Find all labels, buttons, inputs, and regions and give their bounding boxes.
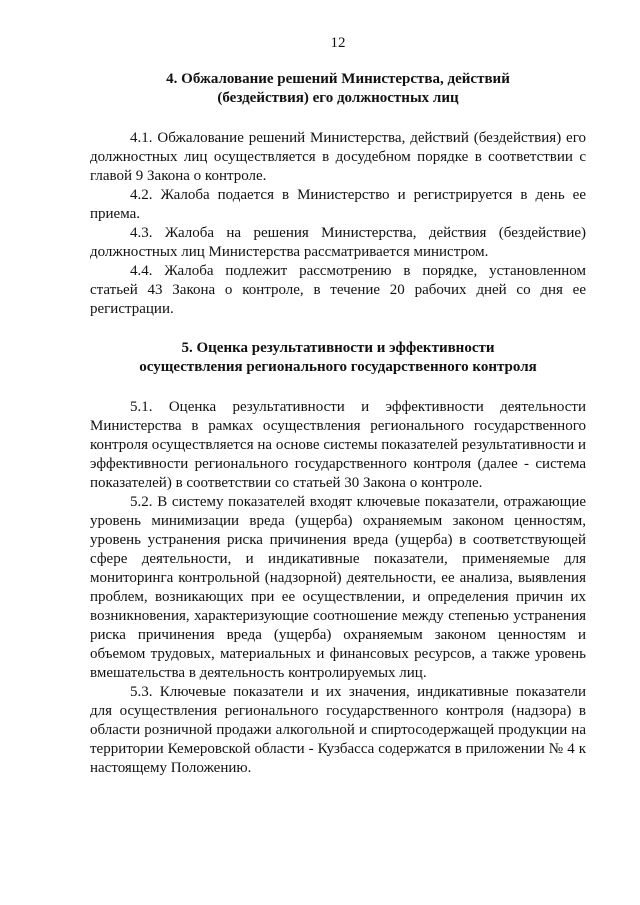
- paragraph-4-2: 4.2. Жалоба подается в Министерство и регистрируется в день ее приема.: [90, 187, 586, 222]
- section-4: [90, 70, 586, 319]
- section-4-heading-line-2: (бездействия) его должностных лиц: [217, 90, 459, 106]
- paragraph-4-3: 4.3. Жалоба на решения Министерства, действия (бездействие) должностных лиц Министерства рассматривается министром.: [90, 225, 586, 260]
- page-number: 12: [330, 35, 346, 51]
- spacer: [90, 377, 586, 398]
- section-5-heading-line-1: 5. Оценка результативности и эффективности: [181, 340, 495, 356]
- section-4-heading: [90, 70, 586, 108]
- paragraph-4-1: 4.1. Обжалование решений Министерства, действий (бездействия) его должностных лиц осуществляется в досудебном порядке в соответствии с главой 9 Закона о контроле.: [90, 130, 586, 184]
- section-4-heading-line-1: 4. Обжалование решений Министерства, действий: [166, 71, 510, 87]
- section-5: [90, 339, 586, 778]
- spacer: [90, 108, 586, 129]
- section-5-heading: [90, 339, 586, 377]
- paragraph-5-1: 5.1. Оценка результативности и эффективности деятельности Министерства в рамках осуществления регионального государственного контроля осуществляется на основе системы показателей результативности и эффективности регионального государственного контроля (далее - система показателей) в соответствии со статьей 30 Закона о контроле.: [90, 399, 586, 491]
- paragraph-4-4: 4.4. Жалоба подлежит рассмотрению в порядке, установленном статьей 43 Закона о контроле, в течение 20 рабочих дней со дня ее регистрации.: [90, 263, 586, 317]
- paragraph-5-2: 5.2. В систему показателей входят ключевые показатели, отражающие уровень минимизации вреда (ущерба) охраняемым законом ценностям, уровень устранения риска причинения вреда (ущерба) в соответствующей сфере деятельности, и индикативные показатели, применяемые для мониторинга контрольной (надзорной) деятельности, ее анализа, выявления проблем, возникающих при ее осуществлении, и определения причин их возникновения, характеризующие соотношение между степенью устранения риска причинения вреда (ущерба) охраняемым законом ценностям и объемом трудовых, материальных и финансовых ресурсов, а также уровень вмешательства в деятельность контролируемых лиц.: [90, 494, 586, 681]
- document-page: [90, 34, 586, 778]
- spacer: [90, 319, 586, 339]
- paragraph-5-3: 5.3. Ключевые показатели и их значения, индикативные показатели для осуществления регионального государственного контроля (надзора) в области розничной продажи алкогольной и спиртосодержащей продукции на территории Кемеровской области - Кузбасса содержатся в приложении № 4 к настоящему Положению.: [90, 684, 586, 776]
- section-5-heading-line-2: осуществления регионального государственного контроля: [139, 359, 537, 375]
